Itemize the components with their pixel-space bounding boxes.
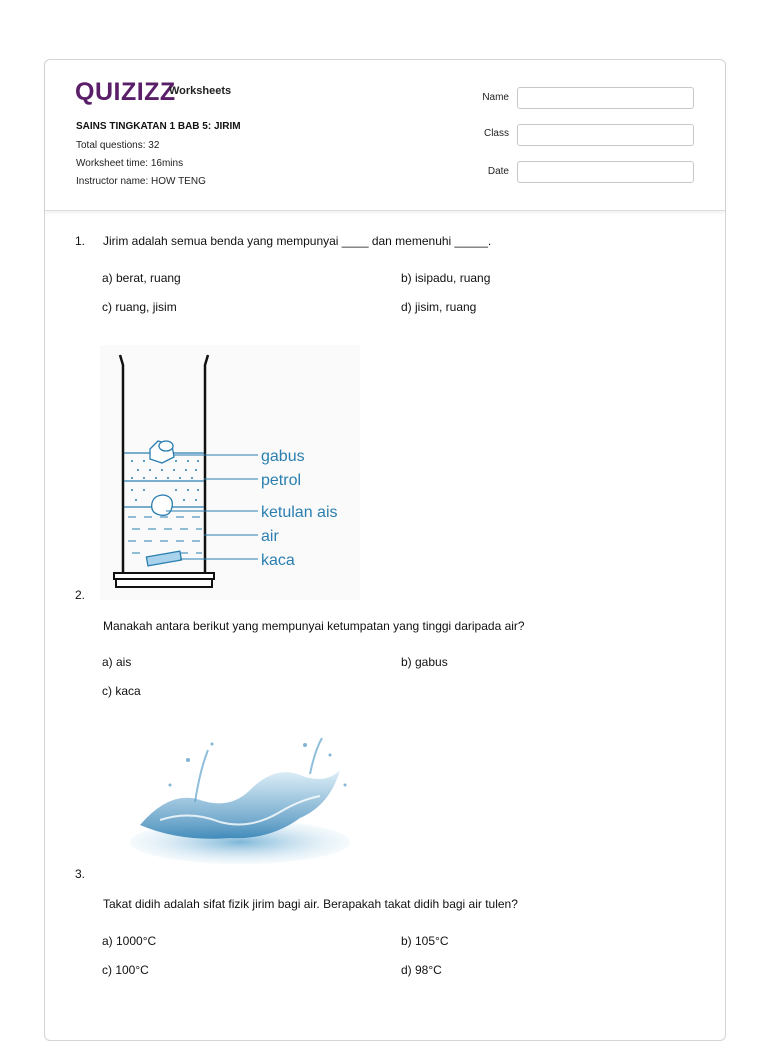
q1-option-a[interactable]: a) berat, ruang [102,271,181,285]
name-field[interactable] [517,87,694,109]
quizizz-logo: QUIZIZZ [75,78,176,106]
q1-option-b[interactable]: b) isipadu, ruang [401,271,491,285]
ice-shape [152,495,173,515]
question-2-text: Manakah antara berikut yang mempunyai ketumpatan yang tinggi daripada air? [103,619,525,633]
q2-option-a[interactable]: a) ais [102,655,132,669]
question-3-number: 3. [75,867,86,881]
label-air: air [261,528,279,545]
logo-subtitle: Worksheets [169,85,232,97]
worksheet-time: Worksheet time: 16mins [76,158,184,169]
total-questions: Total questions: 32 [76,140,160,151]
class-field[interactable] [517,124,694,146]
q2-option-b[interactable]: b) gabus [401,655,448,669]
q3-option-c[interactable]: c) 100°C [102,963,149,977]
instructor-name: Instructor name: HOW TENG [76,176,206,187]
worksheet-header [45,60,725,211]
name-label: Name [482,92,509,103]
label-petrol: petrol [261,472,302,489]
question-1-number: 1. [75,234,86,248]
date-label: Date [487,166,509,177]
q2-option-c[interactable]: c) kaca [102,684,141,698]
label-ketulan-ais: ketulan ais [261,504,338,521]
worksheet-title: SAINS TINGKATAN 1 BAB 5: JIRIM [76,121,241,132]
label-gabus: gabus [261,448,305,465]
q3-option-a[interactable]: a) 1000°C [102,934,157,948]
question-3-text: Takat didih adalah sifat fizik jirim bagi air. Berapakah takat didih bagi air tulen? [103,897,518,911]
date-field[interactable] [517,161,694,183]
q1-option-c[interactable]: c) ruang, jisim [102,300,177,314]
question-2-number: 2. [75,588,86,602]
q1-option-d[interactable]: d) jisim, ruang [401,300,477,314]
question-1-text: Jirim adalah semua benda yang mempunyai ____ dan memenuhi _____. [103,234,492,248]
label-kaca: kaca [261,552,295,569]
q3-option-d[interactable]: d) 98°C [401,963,442,977]
water-splash-image [100,730,360,870]
class-label: Class [483,128,509,139]
density-column-diagram [100,345,360,600]
q3-option-b[interactable]: b) 105°C [401,934,449,948]
